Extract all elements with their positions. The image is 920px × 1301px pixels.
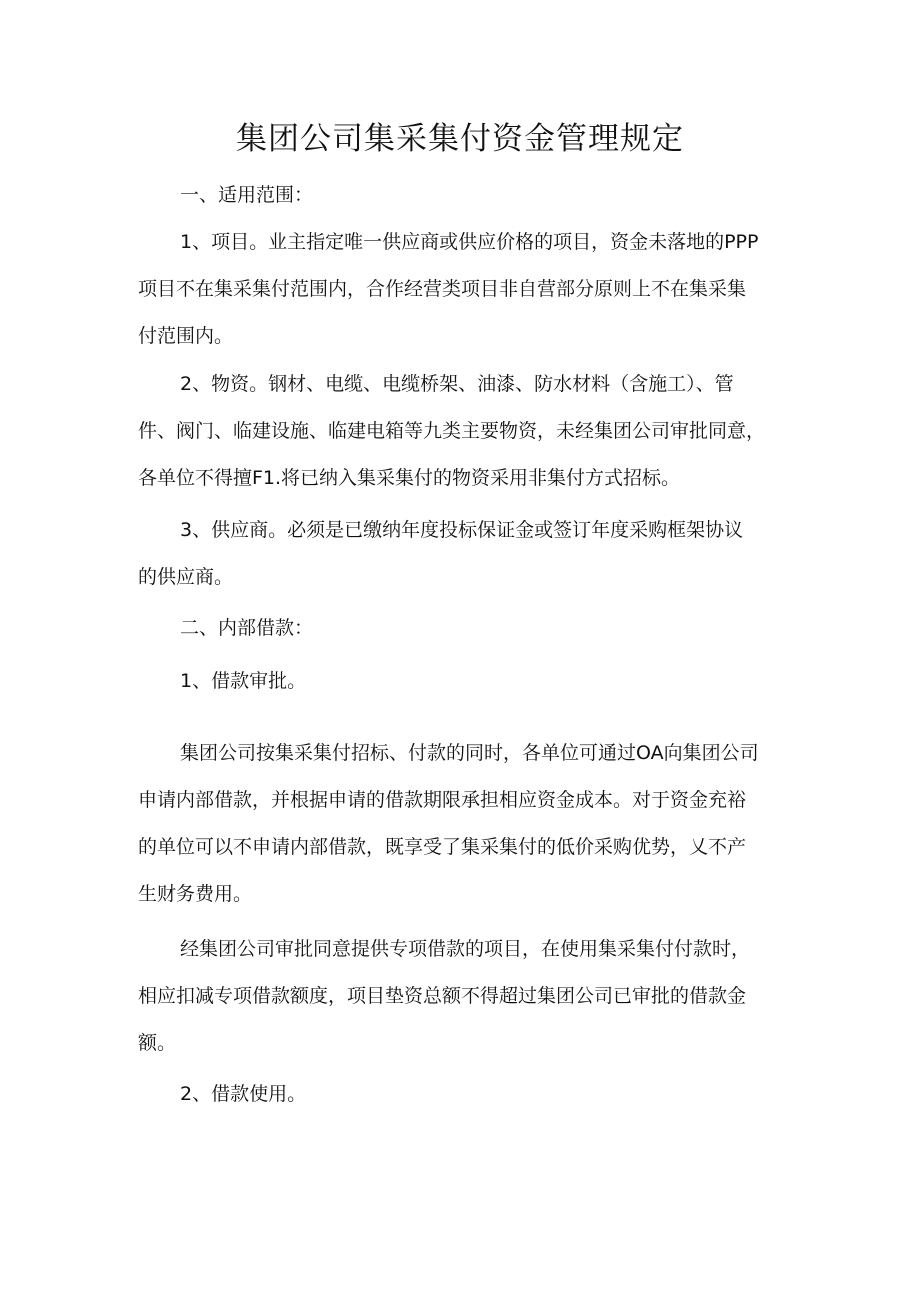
paragraph-line: 申请内部借款，并根据申请的借款期限承担相应资金成本。对于资金充裕: [138, 789, 747, 811]
paragraph-loan-approval: [138, 730, 788, 918]
paragraph-line: 2、借款使用。: [180, 1083, 307, 1105]
section-heading-text: 一、适用范围：: [180, 184, 314, 206]
paragraph-line: 项目不在集采集付范围内，合作经营类项目非自营部分原则上不在集采集: [138, 278, 747, 300]
paragraph-line: 2、物资。钢材、电缆、电缆桥架、油漆、防水材料（含施工）、管: [180, 373, 734, 395]
paragraph-line: 生财务费用。: [138, 883, 253, 905]
paragraph-materials: [138, 361, 788, 502]
paragraph-suppliers: [138, 507, 788, 601]
paragraph-line: 的单位可以不申请内部借款，既享受了集采集付的低价采购优势，乂不产: [138, 836, 747, 858]
paragraph-special-loans: [138, 926, 788, 1067]
paragraph-line: 3、供应商。必须是已缴纳年度投标保证金或签订年度采购框架协议: [180, 519, 744, 541]
document-title: 集团公司集采集付资金管理规定: [236, 121, 684, 157]
paragraph-line: 相应扣减专项借款额度，项目垫资总额不得超过集团公司已审批的借款金: [138, 985, 747, 1007]
paragraph-projects: [138, 219, 788, 360]
paragraph-line: 各单位不得擅F1.将已纳入集采集付的物资采用非集付方式招标。: [138, 467, 681, 489]
paragraph-loan-approval-heading: [138, 658, 788, 705]
paragraph-line: 集团公司按集采集付招标、付款的同时，各单位可通过OA向集团公司: [180, 742, 759, 764]
paragraph-line: 件、阀门、临建设施、临建电箱等九类主要物资，未经集团公司审批同意，: [138, 420, 766, 442]
section-heading-text: 二、内部借款：: [180, 617, 314, 639]
paragraph-line: 1、借款审批。: [180, 670, 307, 692]
paragraph-loan-usage-heading: [138, 1071, 788, 1118]
paragraph-line: 付范围内。: [138, 325, 234, 347]
paragraph-line: 额。: [138, 1032, 177, 1054]
paragraph-line: 的供应商。: [138, 566, 234, 588]
section-heading-internal-loans: [138, 605, 788, 652]
section-heading-scope: [138, 172, 788, 219]
paragraph-line: 经集团公司审批同意提供专项借款的项目，在使用集采集付付款时，: [180, 938, 751, 960]
paragraph-line: 1、项目。业主指定唯一供应商或供应价格的项目，资金未落地的PPP: [180, 231, 759, 253]
